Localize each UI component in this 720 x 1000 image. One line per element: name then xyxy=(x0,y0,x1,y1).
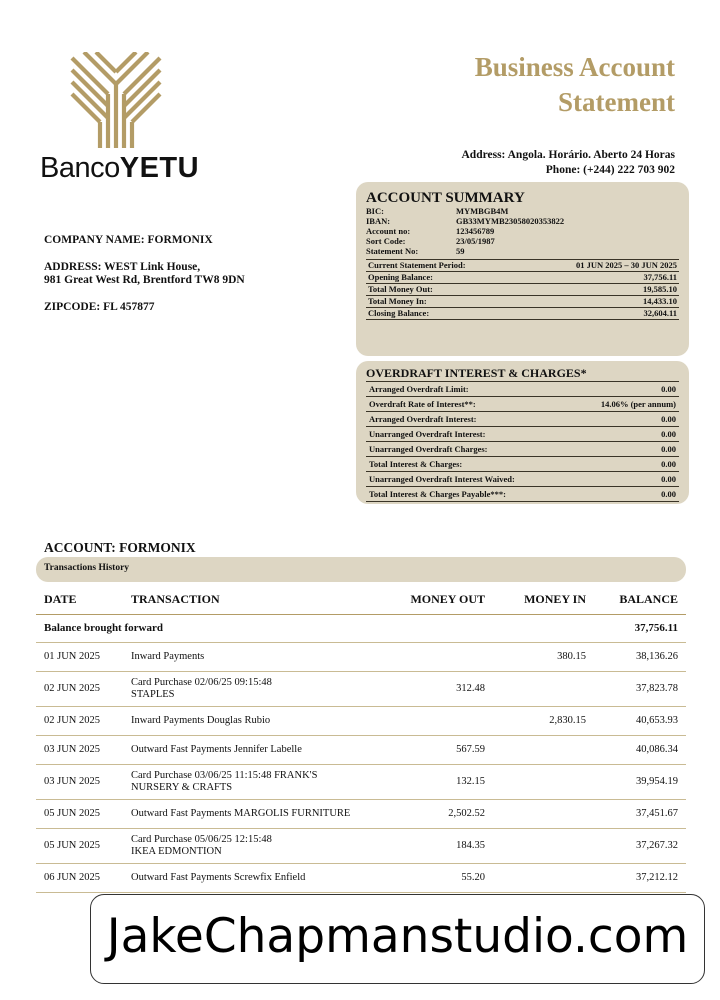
detail-row: Statement No: 59 xyxy=(366,246,465,256)
overdraft-row: Arranged Overdraft Interest: 0.00 xyxy=(366,412,679,427)
header-transaction: TRANSACTION xyxy=(123,586,393,614)
table-row: 01 JUN 2025 Inward Payments 380.15 38,136.26 xyxy=(36,642,686,671)
detail-row: Account no: 123456789 xyxy=(366,226,495,236)
table-row: 05 JUN 2025 Card Purchase 05/06/25 12:15:48 IKEA EDMONTION 184.35 37,267.32 xyxy=(36,828,686,863)
overdraft-title: OVERDRAFT INTEREST & CHARGES* xyxy=(366,366,587,380)
detail-row: Sort Code: 23/05/1987 xyxy=(366,236,495,246)
transactions-table xyxy=(36,586,686,893)
account-details xyxy=(366,206,679,256)
banco-yetu-logo-icon xyxy=(70,52,162,148)
table-row: 03 JUN 2025 Outward Fast Payments Jennifer Labelle 567.59 40,086.34 xyxy=(36,735,686,764)
overdraft-row: Unarranged Overdraft Interest: 0.00 xyxy=(366,427,679,442)
company-name: COMPANY NAME: FORMONIX xyxy=(44,234,213,246)
table-header-row xyxy=(36,586,686,614)
summary-row: Closing Balance: 32,604.11 xyxy=(368,308,677,318)
header-date: DATE xyxy=(36,586,123,614)
table-row: 06 JUN 2025 Outward Fast Payments Screwfix Enfield 55.20 37,212.12 xyxy=(36,863,686,892)
header-money-out: MONEY OUT xyxy=(393,586,493,614)
account-summary-panel xyxy=(356,182,689,356)
table-row: 03 JUN 2025 Card Purchase 03/06/25 11:15:48 FRANK'S NURSERY & CRAFTS 132.15 39,954.19 xyxy=(36,764,686,799)
table-row: 02 JUN 2025 Card Purchase 02/06/25 09:15:48 STAPLES 312.48 37,823.78 xyxy=(36,671,686,706)
brought-forward-label: Balance brought forward xyxy=(36,614,594,642)
company-address-line2: 981 Great West Rd, Brentford TW8 9DN xyxy=(44,274,245,286)
overdraft-row: Arranged Overdraft Limit: 0.00 xyxy=(366,382,679,397)
table-row: 02 JUN 2025 Inward Payments Douglas Rubio 2,830.15 40,653.93 xyxy=(36,706,686,735)
detail-row: IBAN: GB33MYMB23058020353822 xyxy=(366,216,565,226)
summary-row: Total Money In: 14,433.10 xyxy=(368,296,677,306)
bank-logo xyxy=(40,52,200,185)
company-address-line1: ADDRESS: WEST Link House, xyxy=(44,261,201,273)
detail-row: BIC: MYMBGB4M xyxy=(366,206,509,216)
bank-phone: Phone: (+244) 222 703 902 xyxy=(545,164,675,176)
company-zipcode: ZIPCODE: FL 457877 xyxy=(44,301,155,313)
summary-rows xyxy=(366,259,679,320)
overdraft-row: Total Interest & Charges: 0.00 xyxy=(366,457,679,472)
overdraft-row: Unarranged Overdraft Charges: 0.00 xyxy=(366,442,679,457)
account-heading: ACCOUNT: FORMONIX xyxy=(44,540,196,555)
summary-row: Current Statement Period: 01 JUN 2025 – 30 JUN 2025 xyxy=(368,260,677,270)
brought-forward-balance: 37,756.11 xyxy=(594,614,686,642)
overdraft-row: Total Interest & Charges Payable***: 0.00 xyxy=(366,487,679,502)
overdraft-row: Overdraft Rate of Interest**: 14.06% (per annum) xyxy=(366,397,679,412)
statement-title: Business Account Statement xyxy=(474,52,675,117)
header-balance: BALANCE xyxy=(594,586,686,614)
account-summary-title: ACCOUNT SUMMARY xyxy=(366,190,525,206)
brand-name: BancoYETU xyxy=(40,152,200,184)
bank-contact xyxy=(355,148,675,178)
company-info xyxy=(44,234,334,314)
overdraft-rows xyxy=(366,381,679,502)
summary-row: Total Money Out: 19,585.10 xyxy=(368,284,677,294)
watermark-banner: JakeChapmanstudio.com xyxy=(90,894,705,984)
overdraft-panel xyxy=(356,361,689,504)
header-money-in: MONEY IN xyxy=(493,586,594,614)
summary-row: Opening Balance: 37,756.11 xyxy=(368,272,677,282)
table-row: 05 JUN 2025 Outward Fast Payments MARGOLIS FURNITURE 2,502.52 37,451.67 xyxy=(36,799,686,828)
brought-forward-row xyxy=(36,614,686,642)
overdraft-row: Unarranged Overdraft Interest Waived: 0.00 xyxy=(366,472,679,487)
bank-address: Address: Angola. Horário. Aberto 24 Horas xyxy=(461,149,675,161)
transactions-history-bar: Transactions History xyxy=(36,557,686,582)
